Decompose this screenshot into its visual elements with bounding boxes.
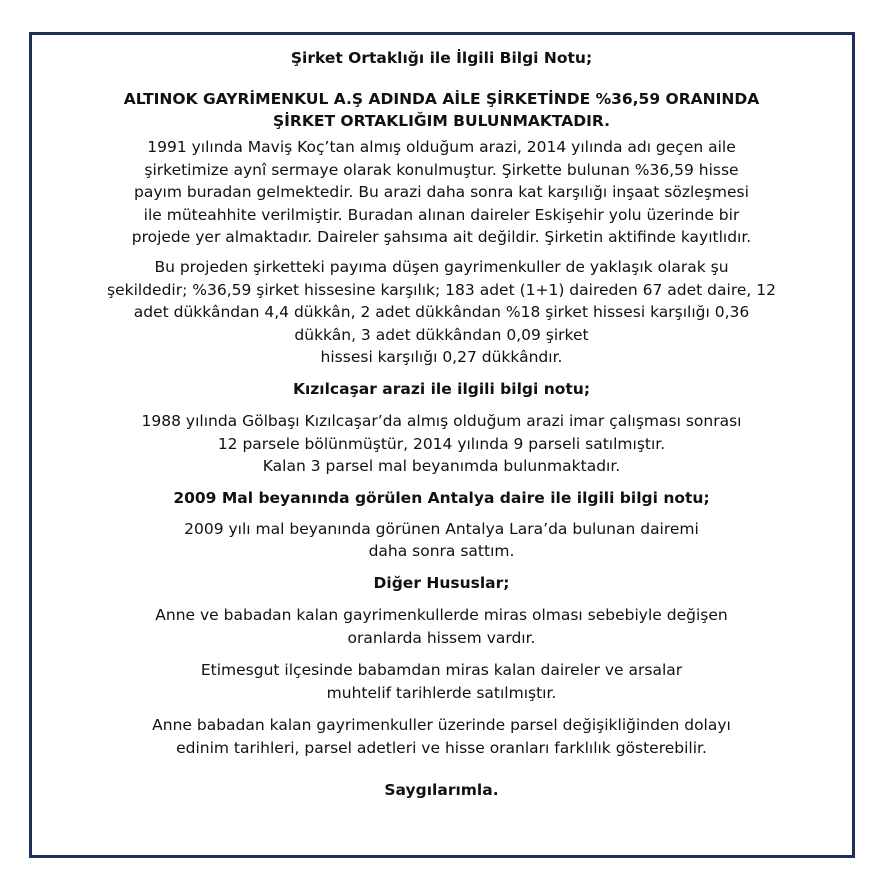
other-paragraph-3: Anne babadan kalan gayrimenkuller üzerinde parsel değişikliğinden dolayı edinim tarihleri, parsel adetleri ve hisse oranları farklılık gösterebilir. (152, 716, 731, 757)
closing-salutation: Saygılarımla. (384, 781, 499, 800)
company-paragraph-1: 1991 yılında Maviş Koç’tan almış olduğum arazi, 2014 yılında adı geçen aile şirketimize aynî sermaye olarak konulmuştur. Şirkette bulunan %36,59 hisse payım buradan gelmektedir. Bu arazi daha sonra kat karşılığı inşaat sözleşmesi ile müteahhite verilmiştir. Buradan alınan daireler Eskişehir yolu üzerinde bir projede yer almaktadır. Daireler şahsıma ait değildir. Şirketin aktifinde kayıtlıdır. (131, 138, 752, 247)
other-paragraph-2: Etimesgut ilçesinde babamdan miras kalan daireler ve arsalar muhtelif tarihlerde satılmıştır. (200, 661, 683, 702)
kizilcasar-heading: Kızılcaşar arazi ile ilgili bilgi notu; (292, 379, 591, 398)
company-paragraph-2: Bu projeden şirketteki payıma düşen gayrimenkuller de yaklaşık olarak şu şekildedir; %36,59 şirket hissesine karşılık; 183 adet (1+1) daireden 67 adet daire, 12 adet dükkândan 4,4 dükkân, 2 adet dükkândan %18 şirket hissesi karşılığı 0,36 dükkân, 3 adet dükkândan 0,09 şirket hissesi karşılığı 0,27 dükkândır. (107, 257, 776, 367)
document-title: Şirket Ortaklığı ile İlgili Bilgi Notu; (290, 49, 593, 67)
other-matters-heading: Diğer Hususlar; (373, 573, 510, 592)
kizilcasar-paragraph: 1988 yılında Gölbaşı Kızılcaşar’da almış olduğum arazi imar çalışması sonrası 12 parsele bölünmüştür, 2014 yılında 9 parseli satılmıştır. Kalan 3 parsel mal beyanımda bulunmaktadır. (141, 411, 742, 476)
antalya-heading: 2009 Mal beyanında görülen Antalya daire ile ilgili bilgi notu; (173, 488, 710, 507)
other-paragraph-1: Anne ve babadan kalan gayrimenkullerde miras olması sebebiyle değişen oranlarda hissem vardır. (155, 605, 728, 647)
antalya-paragraph: 2009 yılı mal beyanında görünen Antalya Lara’da bulunan dairemi daha sonra sattım. (184, 519, 699, 561)
company-heading: ALTINOK GAYRİMENKUL A.Ş ADINDA AİLE ŞİRKETİNDE %36,59 ORANINDA ŞİRKET ORTAKLIĞIM BULUNMAKTADIR. (123, 90, 760, 130)
document-body (60, 48, 823, 800)
